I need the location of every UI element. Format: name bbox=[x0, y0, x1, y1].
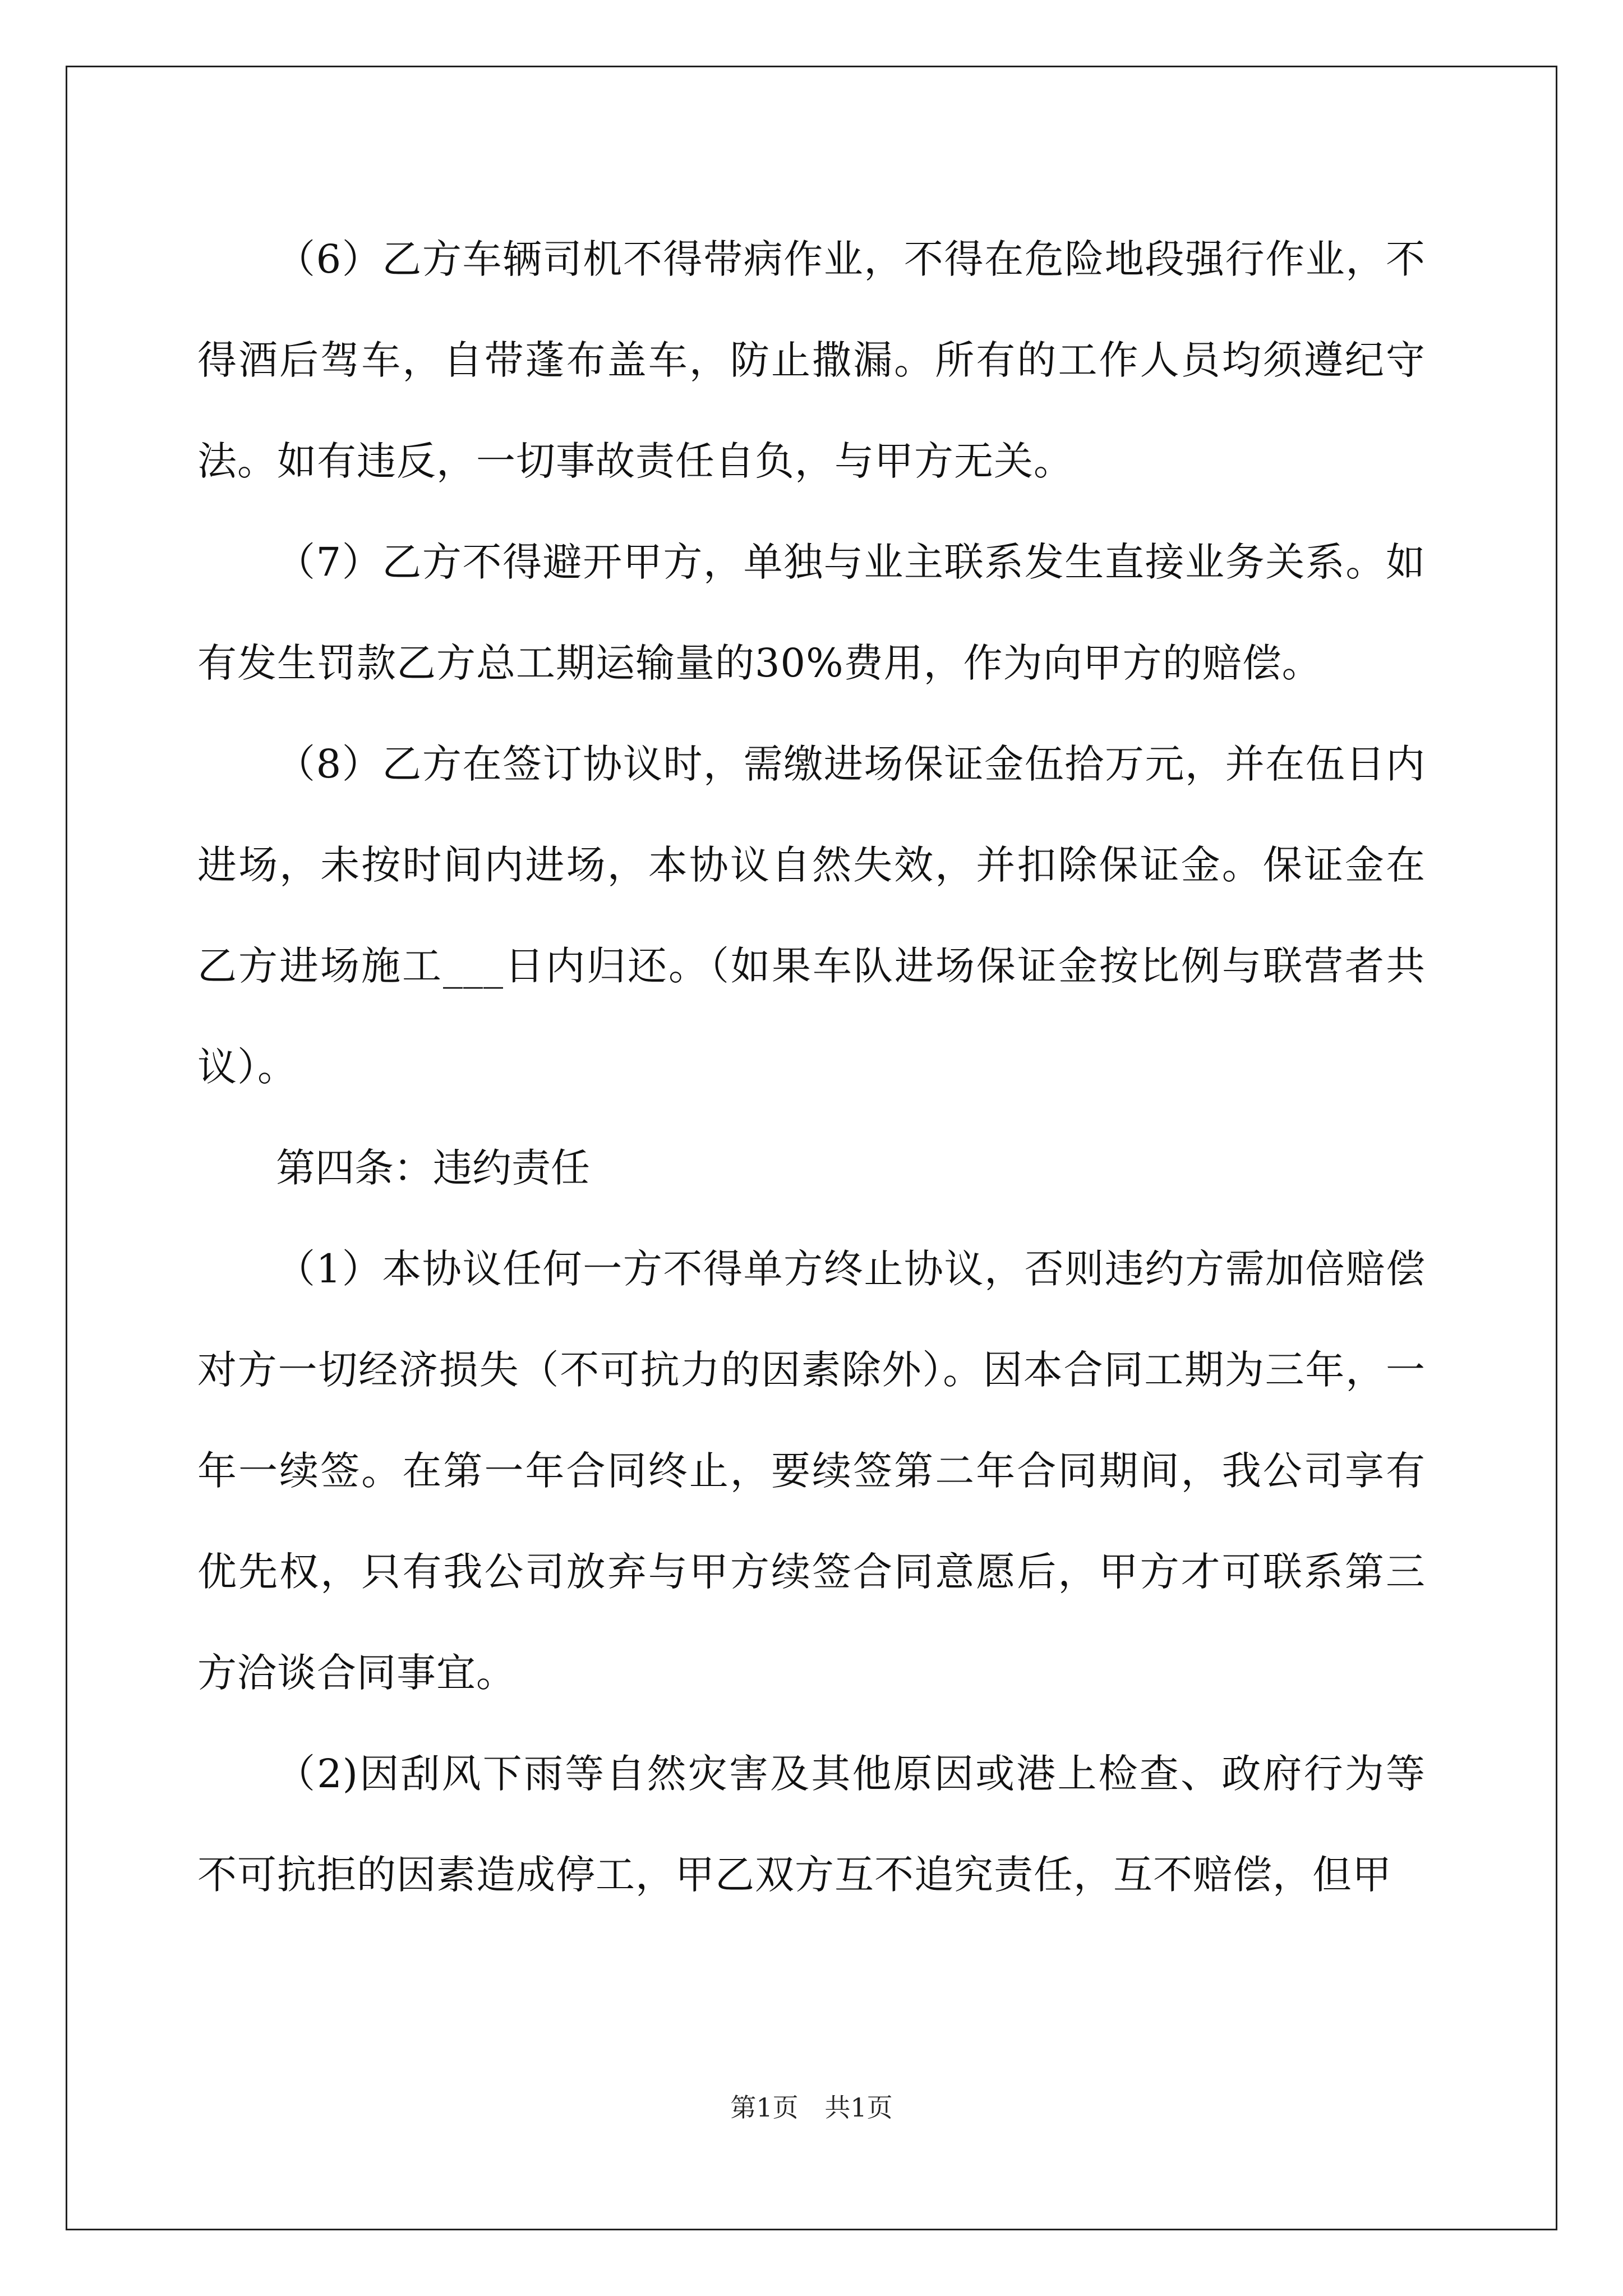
paragraph-clause-8: （8）乙方在签订协议时，需缴进场保证金伍拾万元，并在伍日内进场，未按时间内进场，本协议自然失效，并扣除保证金。保证金在乙方进场施工___日内归还。（如果车队进场保证金按比例与联营者共议）。 bbox=[197, 741, 1426, 1090]
paragraph-clause-6: （6）乙方车辆司机不得带病作业，不得在危险地段强行作业，不得酒后驾车，自带蓬布盖车，防止撒漏。所有的工作人员均须遵纪守法。如有违反，一切事故责任自负，与甲方无关。 bbox=[197, 236, 1426, 484]
paragraph-clause-7: （7）乙方不得避开甲方，单独与业主联系发生直接业务关系。如有发生罚款乙方总工期运输量的30%费用，作为向甲方的赔偿。 bbox=[197, 539, 1426, 686]
section-heading: 第四条：违约责任 bbox=[276, 1145, 590, 1191]
paragraph-breach-1: （1）本协议任何一方不得单方终止协议，否则违约方需加倍赔偿对方一切经济损失（不可抗力的因素除外）。因本合同工期为三年，一年一续签。在第一年合同终止，要续签第二年合同期间，我公司享有优先权，只有我公司放弃与甲方续签合同意愿后，甲方才可联系第三方洽谈合同事宜。 bbox=[197, 1246, 1426, 1696]
paragraph-breach-2: （2)因刮风下雨等自然灾害及其他原因或港上检查、政府行为等不可抗拒的因素造成停工，甲乙双方互不追究责任，互不赔偿，但甲 bbox=[197, 1751, 1426, 1898]
page-footer bbox=[0, 2091, 1623, 2124]
document-body bbox=[197, 209, 1426, 1925]
page-number: 第1页 bbox=[730, 2092, 799, 2123]
page-total: 共1页 bbox=[824, 2092, 893, 2123]
